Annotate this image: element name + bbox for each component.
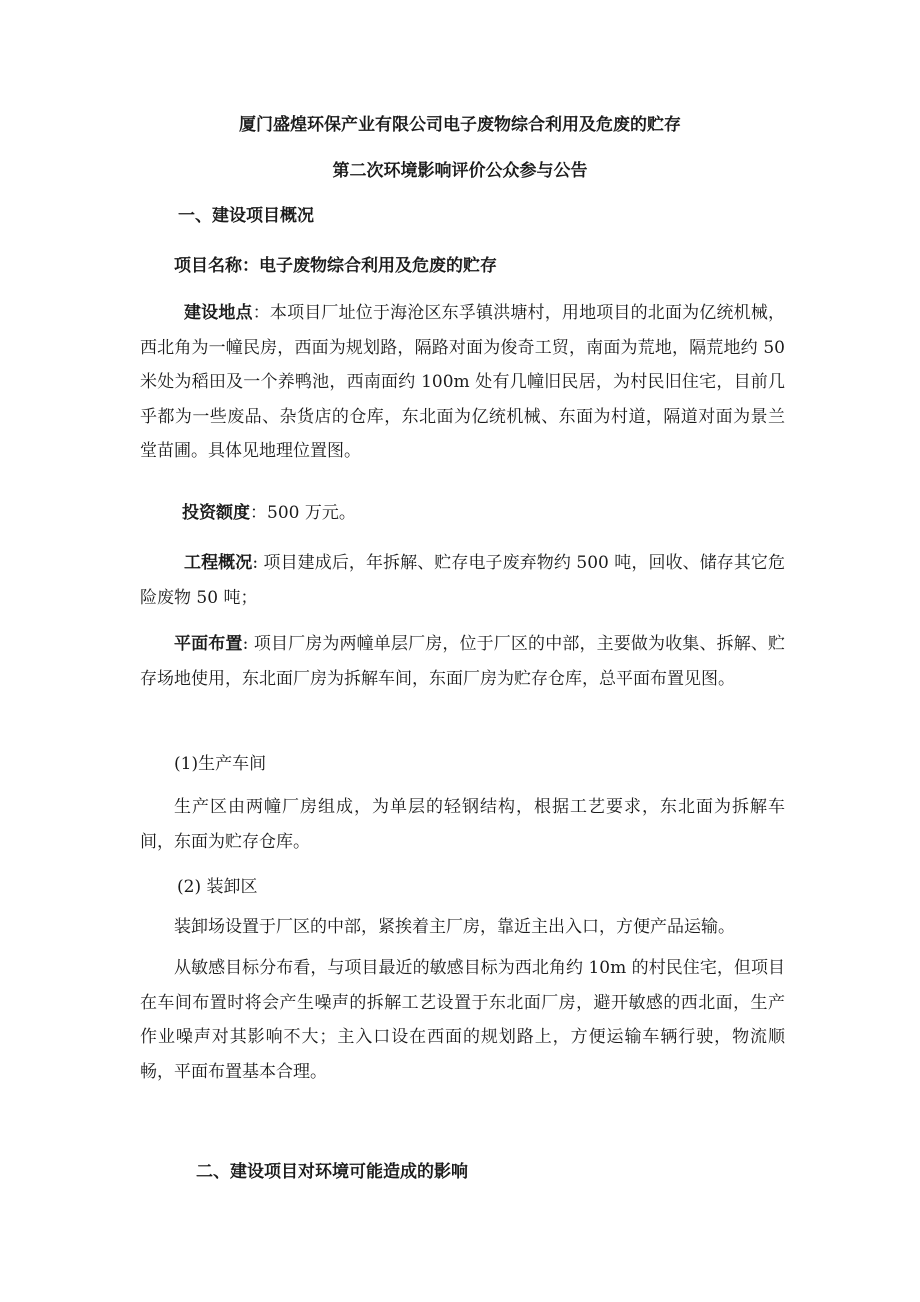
layout-paragraph xyxy=(140,627,785,696)
layout-text: : 项目厂房为两幢单层厂房，位于厂区的中部，主要做为收集、拆解、贮存场地使用，东北面厂房为拆解车间，东面厂房为贮存仓库，总平面布置见图。 xyxy=(140,634,785,689)
production-workshop-title: (1)生产车间 xyxy=(174,754,267,774)
investment-label: 投资额度 xyxy=(182,503,250,523)
works-label: 工程概况 xyxy=(184,553,253,573)
site-text: ：本项目厂址位于海沧区东孚镇洪塘村，用地项目的北面为亿统机械，西北角为一幢民房，西面为规划路，隔路对面为俊奇工贸，南面为荒地，隔荒地约 50 米处为稻田及一个养鸭池，西南面约 100m 处有几幢旧民居，为村民旧住宅，目前几乎都为一些废品、杂货店的仓库，东北面为亿统机械、东面为村道，隔道对面为景兰堂苗圃。具体见地理位置图。 xyxy=(140,303,786,461)
works-text: : 项目建成后，年拆解、贮存电子废弃物约 500 吨，回收、储存其它危险废物 50 吨； xyxy=(140,553,786,608)
works-paragraph xyxy=(140,546,785,615)
layout-label: 平面布置 xyxy=(174,634,243,654)
loading-area-paragraph: 装卸场设置于厂区的中部，紧挨着主厂房，靠近主出入口，方便产品运输。 xyxy=(174,917,735,937)
site-label: 建设地点 xyxy=(184,303,253,323)
section1-heading: 一、建设项目概况 xyxy=(178,206,314,226)
project-name-value: 电子废物综合利用及危废的贮存 xyxy=(259,256,497,276)
section2-heading: 二、建设项目对环境可能造成的影响 xyxy=(196,1162,468,1182)
loading-area-title: (2) 装卸区 xyxy=(177,877,258,897)
sensitive-targets-paragraph: 从敏感目标分布看，与项目最近的敏感目标为西北角约 10m 的村民住宅，但项目在车间布置时将会产生噪声的拆解工艺设置于东北面厂房，避开敏感的西北面，生产作业噪声对其影响不大；主入口设在西面的规划路上，方便运输车辆行驶，物流顺畅，平面布置基本合理。 xyxy=(140,958,785,1082)
document-title-line1: 厦门盛煌环保产业有限公司电子废物综合利用及危废的贮存 xyxy=(239,115,681,135)
project-name-label: 项目名称： xyxy=(174,256,259,276)
production-workshop-paragraph: 生产区由两幢厂房组成，为单层的轻钢结构，根据工艺要求，东北面为拆解车间，东面为贮存仓库。 xyxy=(140,797,785,852)
document-title-line2: 第二次环境影响评价公众参与公告 xyxy=(332,161,588,181)
investment-text: ：500 万元。 xyxy=(250,503,356,523)
site-paragraph xyxy=(140,296,785,469)
investment-paragraph xyxy=(182,496,785,531)
project-name-paragraph xyxy=(174,249,785,284)
